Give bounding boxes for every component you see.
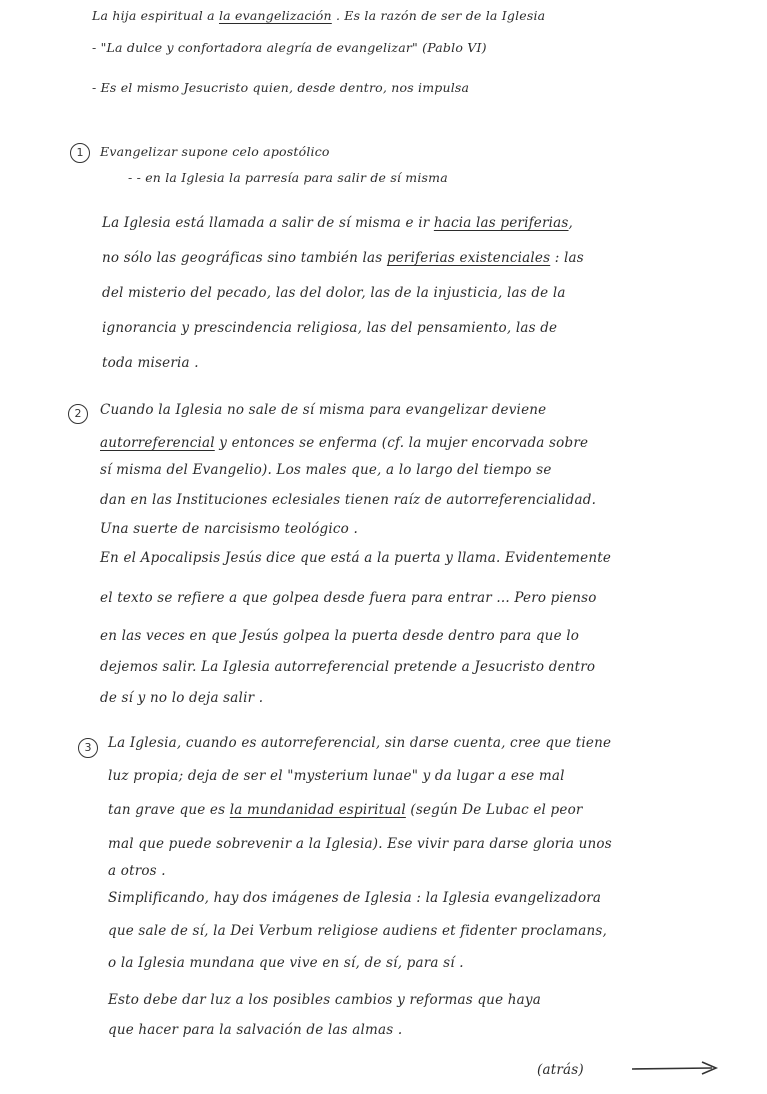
section-3-line-8: o la Iglesia mundana que vive en sí, de sí, para sí . (108, 955, 464, 971)
footer-note: (atrás) (537, 1062, 584, 1078)
section-3-line-6: Simplificando, hay dos imágenes de Iglesia : la Iglesia evangelizadora (108, 890, 602, 906)
section-3-line-7: que sale de sí, la Dei Verbum religiose audiens et fidenter proclamans, (108, 923, 608, 939)
section-3-line-10: que hacer para la salvación de las almas . (108, 1022, 403, 1038)
section-2-line-5: Una suerte de narcisismo teológico . (100, 521, 358, 537)
section-mark-2: 2 (68, 404, 88, 424)
section-2-line-10: de sí y no lo deja salir . (100, 690, 264, 706)
section-1-line-2: - - en la Iglesia la parresía para salir de sí misma (128, 170, 448, 185)
section-3-line-5: a otros . (108, 863, 166, 879)
section-2-line-3: sí misma del Evangelio). Los males que, a lo largo del tiempo se (100, 462, 552, 478)
section-mark-1: 1 (70, 143, 90, 163)
section-1-line-7: toda miseria . (102, 355, 199, 371)
section-mark-3: 3 (78, 738, 98, 758)
section-3-line-1: La Iglesia, cuando es autorreferencial, sin darse cuenta, cree que tiene (108, 735, 612, 751)
section-1-line-3: La Iglesia está llamada a salir de sí misma e ir hacia las periferias, (102, 215, 574, 231)
section-1-line-4: no sólo las geográficas sino también las periferias existenciales : las (102, 250, 584, 266)
section-2-line-7: el texto se refiere a que golpea desde fuera para entrar ... Pero pienso (100, 590, 597, 606)
intro-line-1: La hija espiritual a la evangelización . Es la razón de ser de la Iglesia (92, 8, 546, 23)
section-3-line-3: tan grave que es la mundanidad espiritual (según De Lubac el peor (108, 802, 583, 818)
intro-line-2: - "La dulce y confortadora alegría de evangelizar" (Pablo VI) (92, 40, 487, 55)
section-1-line-1: Evangelizar supone celo apostólico (100, 144, 330, 159)
section-1-line-5: del misterio del pecado, las del dolor, las de la injusticia, las de la (102, 285, 566, 301)
section-3-line-4: mal que puede sobrevenir a la Iglesia). Ese vivir para darse gloria unos (108, 836, 612, 852)
section-2-line-2: autorreferencial y entonces se enferma (cf. la mujer encorvada sobre (100, 435, 589, 451)
intro-line-3: - Es el mismo Jesucristo quien, desde dentro, nos impulsa (92, 80, 470, 95)
right-arrow-icon (630, 1060, 720, 1080)
section-1-line-6: ignorancia y prescindencia religiosa, las del pensamiento, las de (102, 320, 558, 336)
section-2-line-8: en las veces en que Jesús golpea la puerta desde dentro para que lo (100, 628, 580, 644)
section-2-line-6: En el Apocalipsis Jesús dice que está a la puerta y llama. Evidentemente (100, 550, 612, 566)
section-3-line-2: luz propia; deja de ser el "mysterium lunae" y da lugar a ese mal (108, 768, 565, 784)
section-2-line-4: dan en las Instituciones eclesiales tienen raíz de autorreferencialidad. (100, 492, 597, 508)
section-3-line-9: Esto debe dar luz a los posibles cambios y reformas que haya (108, 992, 541, 1008)
section-2-line-1: Cuando la Iglesia no sale de sí misma para evangelizar deviene (100, 402, 547, 418)
section-2-line-9: dejemos salir. La Iglesia autorreferencial pretende a Jesucristo dentro (100, 659, 596, 675)
